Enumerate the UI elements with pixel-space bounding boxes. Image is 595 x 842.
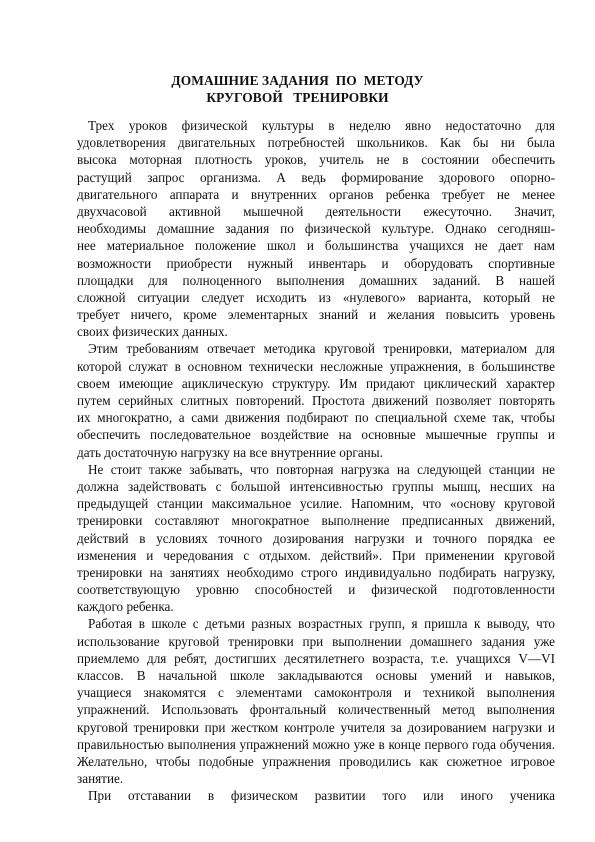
text-line: учащиеся знакомятся с элементами самоконтроля и техникой выполнения <box>77 685 555 701</box>
text-line: возможности приобрести нужный инвентарь и оборудовать спортивные <box>77 255 555 271</box>
text-line: предыдущей станции максимальное усилие. Напомним, что «основу круговой <box>77 496 555 512</box>
text-line: занятие. <box>77 771 124 787</box>
text-line: соответствующую уровню способностей и физической подготовленности <box>77 582 555 598</box>
text-line: тренировки на занятиях необходимо строго индивидуально подбирать нагрузку, <box>77 564 555 580</box>
document-body <box>77 117 555 805</box>
text-line: их многократно, а сами движения подбирают по специальной схеме так, чтобы <box>77 410 555 426</box>
text-line: круговой тренировки при жестком контроле учителя за дозированием нагрузки и <box>77 719 555 735</box>
text-line: Этим требованиям отвечает методика круговой тренировки, материалом для <box>88 341 555 357</box>
text-line: использование круговой тренировки при выполнении домашнего задания уже <box>77 633 555 649</box>
text-line: сложной ситуации следует исходить из «нулевого» варианта, который не <box>77 289 555 305</box>
text-line: дать достаточную нагрузку на все внутренние органы. <box>77 444 383 460</box>
text-line: требует ничего, кроме элементарных знаний и желания повысить уровень <box>77 307 555 323</box>
text-line: необходимы домашние задания по физической культуре. Однако сегодняш- <box>77 221 555 237</box>
paragraph-2 <box>77 340 555 460</box>
text-line: нее материальное положение школ и большинства учащихся не дает нам <box>77 238 555 254</box>
text-line: площадки для полноценного выполнения домашних заданий. В нашей <box>77 272 555 288</box>
text-line: обеспечить последовательное воздействие на основные мышечные группы и <box>77 427 555 443</box>
text-line: Трех уроков физической культуры в неделю явно недостаточно для <box>88 118 555 133</box>
paragraph-1 <box>77 117 555 340</box>
title-line-2: КРУГОВОЙ ТРЕНИРОВКИ <box>206 90 389 105</box>
text-line: правильностью выполнения упражнений можно уже в конце первого года обучения. <box>77 736 555 752</box>
text-line: приемлемо для ребят, достигших десятилетнего возраста, т.е. учащихся V—VI <box>77 650 555 666</box>
text-line: удовлетворения двигательных потребностей школьников. Как бы ни была <box>77 135 555 151</box>
text-line: растущий запрос организма. А ведь формирование здорового опорно- <box>77 169 555 185</box>
text-line: изменения и чередования с отдыхом. действий». При применении круговой <box>77 547 555 563</box>
text-line: двигательного аппарата и внутренних органов ребенка требует не менее <box>77 186 555 202</box>
text-line: каждого ребенка. <box>77 599 174 615</box>
text-line: действий в условиях точного дозирования нагрузки и точного порядка ее <box>77 530 555 546</box>
paragraph-4 <box>77 615 555 787</box>
document-title <box>0 72 595 106</box>
text-line: высока моторная плотность уроков, учитель не в состоянии обеспечить <box>77 152 555 168</box>
text-line: должна задействовать с большой интенсивностью группы мышц, несших на <box>77 478 555 494</box>
text-line: Не стоит также забывать, что повторная нагрузка на следующей станции не <box>88 461 555 477</box>
text-line: своих физических данных. <box>77 324 228 340</box>
text-line: тренировки составляют многократное выполнение предписанных движений, <box>77 513 555 529</box>
paragraph-3 <box>77 461 555 616</box>
text-line: упражнений. Использовать фронтальный количественный метод выполнения <box>77 702 555 718</box>
text-line: двухчасовой активной мышечной деятельности ежесуточно. Значит, <box>77 203 555 219</box>
paragraph-5 <box>77 787 555 804</box>
text-line: путем серийных слитных повторений. Простота движений позволяет повторять <box>77 393 555 408</box>
text-line: которой служат в основном технически несложные упражнения, в большинстве <box>77 358 555 374</box>
text-line: классов. В начальной школе закладываются основы умений и навыков, <box>77 668 555 683</box>
text-line: Работая в школе с детьми разных возрастных групп, я пришла к выводу, что <box>88 616 555 632</box>
text-line: При отставании в физическом развитии того или иного ученика <box>88 788 555 804</box>
title-line-1: ДОМАШНИЕ ЗАДАНИЯ ПО МЕТОДУ <box>171 73 424 88</box>
text-line: своем имеющие ациклическую структуру. Им придают циклический характер <box>77 375 555 391</box>
text-line: Желательно, чтобы подобные упражнения проводились как сюжетное игровое <box>77 753 555 769</box>
